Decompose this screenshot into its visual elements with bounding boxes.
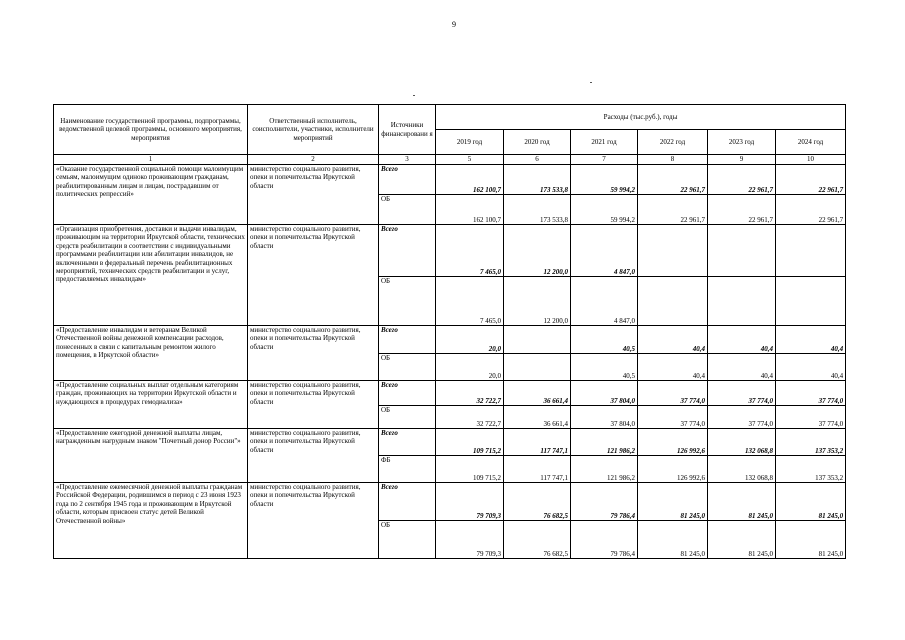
total-value: 76 682,5 bbox=[504, 483, 571, 521]
sub-value: 121 986,2 bbox=[571, 456, 638, 483]
source-sub-label: ОБ bbox=[379, 195, 436, 225]
sub-value: 22 961,7 bbox=[638, 195, 708, 225]
page-number: 9 bbox=[452, 20, 456, 29]
sub-value: 137 353,2 bbox=[776, 456, 846, 483]
column-number: 8 bbox=[638, 155, 708, 165]
total-value: 162 100,7 bbox=[436, 165, 504, 195]
total-value: 173 533,8 bbox=[504, 165, 571, 195]
total-value: 32 722,7 bbox=[436, 381, 504, 406]
total-value: 40,5 bbox=[571, 326, 638, 354]
source-sub-label: ОБ bbox=[379, 354, 436, 381]
source-sub-label: ОБ bbox=[379, 277, 436, 326]
total-value: 117 747,1 bbox=[504, 429, 571, 456]
table-row bbox=[54, 483, 846, 521]
column-number: 1 bbox=[54, 155, 248, 165]
total-value bbox=[708, 225, 776, 277]
measure-name: «Предоставление инвалидам и ветеранам Великой Отечественной войны денежной компенсации расходов, понесенных в связи с капитальным ремонтом жилого помещения, в Иркутской области» bbox=[54, 326, 248, 381]
total-value bbox=[776, 225, 846, 277]
measure-name: «Предоставление социальных выплат отдельным категориям граждан, проживающих на территории Иркутской области и нуждающихся в процедурах гемодиализа» bbox=[54, 381, 248, 429]
column-number: 5 bbox=[436, 155, 504, 165]
scan-speck bbox=[590, 82, 592, 83]
sub-value: 32 722,7 bbox=[436, 406, 504, 429]
expenses-table bbox=[53, 104, 846, 559]
executor-cell: министерство социального развития, опеки и попечительства Иркутской области bbox=[248, 429, 379, 483]
total-value: 59 994,2 bbox=[571, 165, 638, 195]
sub-value: 173 533,8 bbox=[504, 195, 571, 225]
executor-cell: министерство социального развития, опеки и попечительства Иркутской области bbox=[248, 381, 379, 429]
column-number: 10 bbox=[776, 155, 846, 165]
total-value: 36 661,4 bbox=[504, 381, 571, 406]
executor-cell: министерство социального развития, опеки и попечительства Иркутской области bbox=[248, 165, 379, 225]
column-number-row bbox=[54, 155, 846, 165]
total-value: 81 245,0 bbox=[776, 483, 846, 521]
sub-value: 79 786,4 bbox=[571, 521, 638, 559]
total-value: 37 774,0 bbox=[708, 381, 776, 406]
sub-value: 162 100,7 bbox=[436, 195, 504, 225]
total-value: 4 847,0 bbox=[571, 225, 638, 277]
sub-value: 37 804,0 bbox=[571, 406, 638, 429]
table-row bbox=[54, 429, 846, 456]
total-value: 20,0 bbox=[436, 326, 504, 354]
header-year: 2021 год bbox=[571, 130, 638, 155]
sub-value: 126 992,6 bbox=[638, 456, 708, 483]
header-executor: Ответственный исполнитель, соисполнители, участники, исполнители мероприятий bbox=[248, 105, 379, 155]
sub-value bbox=[708, 277, 776, 326]
sub-value: 22 961,7 bbox=[776, 195, 846, 225]
sub-value: 76 682,5 bbox=[504, 521, 571, 559]
total-value: 37 774,0 bbox=[638, 381, 708, 406]
table-row bbox=[54, 381, 846, 406]
table-row bbox=[54, 326, 846, 354]
header-year: 2019 год bbox=[436, 130, 504, 155]
table-row bbox=[54, 165, 846, 195]
header-expenses: Расходы (тыс.руб.), годы bbox=[436, 105, 846, 130]
total-value: 121 986,2 bbox=[571, 429, 638, 456]
sub-value: 40,4 bbox=[638, 354, 708, 381]
total-value: 81 245,0 bbox=[708, 483, 776, 521]
source-total-label: Всего bbox=[379, 381, 436, 406]
executor-cell: министерство социального развития, опеки и попечительства Иркутской области bbox=[248, 326, 379, 381]
source-sub-label: ОБ bbox=[379, 521, 436, 559]
sub-value: 7 465,0 bbox=[436, 277, 504, 326]
sub-value: 81 245,0 bbox=[776, 521, 846, 559]
sub-value: 109 715,2 bbox=[436, 456, 504, 483]
source-total-label: Всего bbox=[379, 165, 436, 195]
sub-value: 37 774,0 bbox=[638, 406, 708, 429]
total-value: 7 465,0 bbox=[436, 225, 504, 277]
measure-name: «Оказание государственной социальной помощи малоимущим семьям, малоимущим одиноко проживающим гражданам, реабилитированным лицам и лицам, пострадавшим от политических репрессий» bbox=[54, 165, 248, 225]
scan-speck bbox=[413, 95, 415, 96]
header-source: Источники финансировани я bbox=[379, 105, 436, 155]
column-number: 7 bbox=[571, 155, 638, 165]
header-year: 2024 год bbox=[776, 130, 846, 155]
total-value: 22 961,7 bbox=[776, 165, 846, 195]
total-value: 40,4 bbox=[776, 326, 846, 354]
total-value: 132 068,8 bbox=[708, 429, 776, 456]
sub-value: 81 245,0 bbox=[708, 521, 776, 559]
header-name: Наименование государственной программы, подпрограммы, ведомственной целевой программы, основного мероприятия, мероприятия bbox=[54, 105, 248, 155]
source-total-label: Всего bbox=[379, 225, 436, 277]
sub-value: 40,4 bbox=[708, 354, 776, 381]
sub-value bbox=[638, 277, 708, 326]
total-value: 40,4 bbox=[708, 326, 776, 354]
sub-value: 12 200,0 bbox=[504, 277, 571, 326]
total-value: 22 961,7 bbox=[638, 165, 708, 195]
total-value: 37 774,0 bbox=[776, 381, 846, 406]
executor-cell: министерство социального развития, опеки и попечительства Иркутской области bbox=[248, 483, 379, 559]
column-number: 9 bbox=[708, 155, 776, 165]
sub-value bbox=[776, 277, 846, 326]
source-total-label: Всего bbox=[379, 483, 436, 521]
sub-value: 81 245,0 bbox=[638, 521, 708, 559]
sub-value: 37 774,0 bbox=[776, 406, 846, 429]
table-row bbox=[54, 225, 846, 277]
total-value: 81 245,0 bbox=[638, 483, 708, 521]
sub-value: 79 709,3 bbox=[436, 521, 504, 559]
sub-value bbox=[504, 354, 571, 381]
header-year: 2020 год bbox=[504, 130, 571, 155]
source-sub-label: ОБ bbox=[379, 406, 436, 429]
measure-name: «Организация приобретения, доставки и выдачи инвалидам, проживающим на территории Иркутской области, технических средств реабилитации в соответствии с индивидуальными программами реабилитации или абилитации инвалидов, не включенными в федеральный перечень реабилитационных мероприятий, технических средств реабилитации и услуг, предоставляемых инвалидам» bbox=[54, 225, 248, 326]
header-year: 2022 год bbox=[638, 130, 708, 155]
total-value: 37 804,0 bbox=[571, 381, 638, 406]
sub-value: 40,4 bbox=[776, 354, 846, 381]
total-value: 79 709,3 bbox=[436, 483, 504, 521]
sub-value: 20,0 bbox=[436, 354, 504, 381]
sub-value: 36 661,4 bbox=[504, 406, 571, 429]
total-value: 126 992,6 bbox=[638, 429, 708, 456]
sub-value: 22 961,7 bbox=[708, 195, 776, 225]
sub-value: 59 994,2 bbox=[571, 195, 638, 225]
sub-value: 132 068,8 bbox=[708, 456, 776, 483]
sub-value: 40,5 bbox=[571, 354, 638, 381]
source-total-label: Всего bbox=[379, 429, 436, 456]
total-value: 12 200,0 bbox=[504, 225, 571, 277]
header-year: 2023 год bbox=[708, 130, 776, 155]
sub-value: 37 774,0 bbox=[708, 406, 776, 429]
total-value: 79 786,4 bbox=[571, 483, 638, 521]
total-value: 109 715,2 bbox=[436, 429, 504, 456]
total-value: 40,4 bbox=[638, 326, 708, 354]
total-value: 137 353,2 bbox=[776, 429, 846, 456]
total-value: 22 961,7 bbox=[708, 165, 776, 195]
column-number: 3 bbox=[379, 155, 436, 165]
sub-value: 117 747,1 bbox=[504, 456, 571, 483]
source-total-label: Всего bbox=[379, 326, 436, 354]
measure-name: «Предоставление ежемесячной денежной выплаты гражданам Российской Федерации, родившимся в период с 23 июня 1923 года по 2 сентября 1945 года и проживающим в Иркутской области, которым присвоен статус детей Великой Отечественной войны» bbox=[54, 483, 248, 559]
sub-value: 4 847,0 bbox=[571, 277, 638, 326]
total-value bbox=[638, 225, 708, 277]
executor-cell: министерство социального развития, опеки и попечительства Иркутской области bbox=[248, 225, 379, 326]
source-sub-label: ФБ bbox=[379, 456, 436, 483]
measure-name: «Предоставление ежегодной денежной выплаты лицам, награжденным нагрудным знаком "Почетный донор России"» bbox=[54, 429, 248, 483]
column-number: 2 bbox=[248, 155, 379, 165]
column-number: 6 bbox=[504, 155, 571, 165]
total-value bbox=[504, 326, 571, 354]
